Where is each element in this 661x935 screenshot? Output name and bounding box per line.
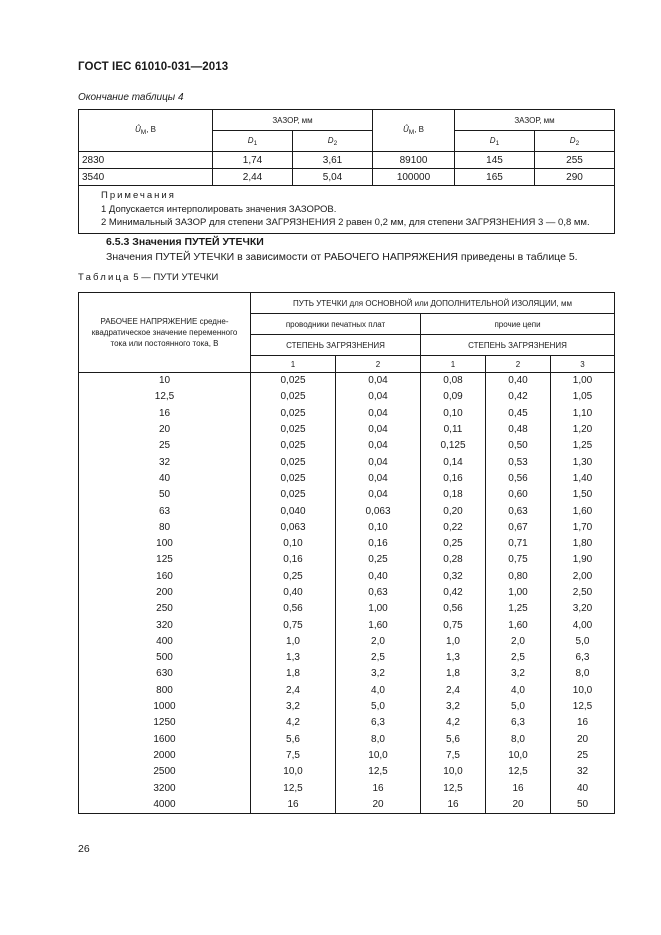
creepage-cell: 0,04 xyxy=(336,373,421,390)
table-row xyxy=(79,389,615,405)
creepage-cell: 0,25 xyxy=(251,569,336,585)
creepage-cell: 16 xyxy=(251,797,336,814)
creepage-cell: 1,60 xyxy=(551,503,615,519)
creepage-cell: 20 xyxy=(551,732,615,748)
creepage-cell: 0,20 xyxy=(421,503,486,519)
creepage-cell: 25 xyxy=(551,748,615,764)
creepage-cell: 0,18 xyxy=(421,487,486,503)
creepage-cell: 0,063 xyxy=(251,520,336,536)
creepage-cell: 4,0 xyxy=(336,683,421,699)
voltage-cell: 250 xyxy=(79,601,251,617)
table-row xyxy=(79,438,615,454)
creepage-cell: 0,50 xyxy=(486,438,551,454)
creepage-cell: 1,00 xyxy=(551,373,615,390)
creepage-cell: 1,50 xyxy=(551,487,615,503)
creepage-cell: 0,42 xyxy=(486,389,551,405)
table-row xyxy=(79,520,615,536)
creepage-cell: 0,04 xyxy=(336,438,421,454)
table-row xyxy=(79,471,615,487)
table-cell: 3540 xyxy=(79,169,213,186)
creepage-cell: 0,32 xyxy=(421,569,486,585)
voltage-cell: 125 xyxy=(79,552,251,568)
creepage-cell: 0,025 xyxy=(251,487,336,503)
creepage-cell: 4,0 xyxy=(486,683,551,699)
voltage-cell: 12,5 xyxy=(79,389,251,405)
voltage-cell: 1000 xyxy=(79,699,251,715)
degree-header: 3 xyxy=(551,356,615,373)
creepage-cell: 20 xyxy=(486,797,551,814)
creepage-cell: 1,60 xyxy=(336,617,421,633)
table-row xyxy=(79,732,615,748)
creepage-cell: 7,5 xyxy=(251,748,336,764)
creepage-cell: 0,04 xyxy=(336,471,421,487)
table5 xyxy=(78,292,615,814)
creepage-cell: 8,0 xyxy=(486,732,551,748)
creepage-cell: 0,60 xyxy=(486,487,551,503)
voltage-cell: 3200 xyxy=(79,780,251,796)
voltage-cell: 63 xyxy=(79,503,251,519)
creepage-cell: 20 xyxy=(336,797,421,814)
creepage-cell: 6,3 xyxy=(486,715,551,731)
creepage-cell: 0,67 xyxy=(486,520,551,536)
creepage-cell: 0,16 xyxy=(336,536,421,552)
table5-pcb-header: проводники печатных плат xyxy=(251,314,421,335)
creepage-cell: 0,04 xyxy=(336,487,421,503)
creepage-cell: 2,0 xyxy=(486,634,551,650)
creepage-cell: 12,5 xyxy=(251,780,336,796)
degree-header: 1 xyxy=(421,356,486,373)
creepage-cell: 4,2 xyxy=(421,715,486,731)
voltage-cell: 25 xyxy=(79,438,251,454)
creepage-cell: 6,3 xyxy=(336,715,421,731)
creepage-cell: 3,2 xyxy=(251,699,336,715)
creepage-cell: 0,063 xyxy=(336,503,421,519)
creepage-cell: 2,0 xyxy=(336,634,421,650)
creepage-cell: 4,00 xyxy=(551,617,615,633)
creepage-cell: 0,75 xyxy=(486,552,551,568)
table-row xyxy=(79,797,615,814)
creepage-cell: 16 xyxy=(336,780,421,796)
table5-voltage-header: РАБОЧЕЕ НАПРЯЖЕНИЕ средне-квадратическое значение переменного тока или постоянного тока, В xyxy=(79,293,251,373)
table4 xyxy=(78,109,615,234)
creepage-cell: 1,70 xyxy=(551,520,615,536)
creepage-cell: 0,48 xyxy=(486,422,551,438)
creepage-cell: 0,16 xyxy=(251,552,336,568)
voltage-cell: 1600 xyxy=(79,732,251,748)
creepage-cell: 16 xyxy=(421,797,486,814)
creepage-cell: 0,28 xyxy=(421,552,486,568)
creepage-cell: 0,025 xyxy=(251,406,336,422)
creepage-cell: 1,0 xyxy=(251,634,336,650)
voltage-cell: 400 xyxy=(79,634,251,650)
table4-caption: Окончание таблицы 4 xyxy=(78,92,184,103)
table4-d2-header-2: $D_2$ xyxy=(535,131,615,152)
creepage-cell: 12,5 xyxy=(551,699,615,715)
creepage-cell: 0,56 xyxy=(486,471,551,487)
note-1: 1 Допускается интерполировать значения ЗАЗОРОВ. xyxy=(101,203,337,215)
creepage-cell: 1,8 xyxy=(421,666,486,682)
table-cell: 3,61 xyxy=(293,152,373,169)
section-text: Значения ПУТЕЙ УТЕЧКИ в зависимости от РАБОЧЕГО НАПРЯЖЕНИЯ приведены в таблице 5. xyxy=(106,251,578,263)
table5-creepage-header: ПУТЬ УТЕЧКИ для ОСНОВНОЙ или ДОПОЛНИТЕЛЬНОЙ ИЗОЛЯЦИИ, мм xyxy=(251,293,615,314)
creepage-cell: 0,10 xyxy=(251,536,336,552)
creepage-cell: 0,025 xyxy=(251,454,336,470)
table-row xyxy=(79,406,615,422)
creepage-cell: 8,0 xyxy=(336,732,421,748)
table-row xyxy=(79,780,615,796)
creepage-cell: 50 xyxy=(551,797,615,814)
creepage-cell: 1,05 xyxy=(551,389,615,405)
voltage-cell: 10 xyxy=(79,373,251,390)
creepage-cell: 0,025 xyxy=(251,438,336,454)
creepage-cell: 0,25 xyxy=(421,536,486,552)
creepage-cell: 1,40 xyxy=(551,471,615,487)
creepage-cell: 0,42 xyxy=(421,585,486,601)
voltage-cell: 1250 xyxy=(79,715,251,731)
table-cell: 2,44 xyxy=(213,169,293,186)
creepage-cell: 0,25 xyxy=(336,552,421,568)
voltage-cell: 160 xyxy=(79,569,251,585)
voltage-cell: 320 xyxy=(79,617,251,633)
creepage-cell: 0,40 xyxy=(251,585,336,601)
creepage-cell: 0,71 xyxy=(486,536,551,552)
table4-d1-header-2: $D_1$ xyxy=(455,131,535,152)
table-cell: 165 xyxy=(455,169,535,186)
creepage-cell: 2,4 xyxy=(251,683,336,699)
creepage-cell: 1,10 xyxy=(551,406,615,422)
table-row xyxy=(79,503,615,519)
table-row xyxy=(79,552,615,568)
creepage-cell: 0,04 xyxy=(336,454,421,470)
table4-voltage-header-2: $Û_M$, В xyxy=(373,110,455,152)
creepage-cell: 4,2 xyxy=(251,715,336,731)
creepage-cell: 0,40 xyxy=(486,373,551,390)
table-cell: 89100 xyxy=(373,152,455,169)
creepage-cell: 2,00 xyxy=(551,569,615,585)
creepage-cell: 0,10 xyxy=(336,520,421,536)
creepage-cell: 10,0 xyxy=(421,764,486,780)
creepage-cell: 7,5 xyxy=(421,748,486,764)
creepage-cell: 10,0 xyxy=(486,748,551,764)
creepage-cell: 1,3 xyxy=(421,650,486,666)
creepage-cell: 10,0 xyxy=(551,683,615,699)
creepage-cell: 0,040 xyxy=(251,503,336,519)
creepage-cell: 0,04 xyxy=(336,406,421,422)
degree-header: 2 xyxy=(486,356,551,373)
creepage-cell: 1,25 xyxy=(486,601,551,617)
creepage-cell: 0,45 xyxy=(486,406,551,422)
table-row xyxy=(79,601,615,617)
creepage-cell: 1,20 xyxy=(551,422,615,438)
creepage-cell: 5,6 xyxy=(421,732,486,748)
creepage-cell: 2,5 xyxy=(336,650,421,666)
creepage-cell: 2,5 xyxy=(486,650,551,666)
creepage-cell: 1,60 xyxy=(486,617,551,633)
creepage-cell: 0,11 xyxy=(421,422,486,438)
section-heading: 6.5.3 Значения ПУТЕЙ УТЕЧКИ xyxy=(106,236,264,248)
table4-notes xyxy=(79,186,615,234)
table-row xyxy=(79,152,615,169)
creepage-cell: 0,63 xyxy=(336,585,421,601)
creepage-cell: 0,025 xyxy=(251,373,336,390)
voltage-cell: 20 xyxy=(79,422,251,438)
table-row xyxy=(79,683,615,699)
table4-gap-header: ЗАЗОР, мм xyxy=(213,110,373,131)
creepage-cell: 12,5 xyxy=(486,764,551,780)
table5-pollution-header: СТЕПЕНЬ ЗАГРЯЗНЕНИЯ xyxy=(251,335,421,356)
creepage-cell: 0,22 xyxy=(421,520,486,536)
creepage-cell: 3,2 xyxy=(421,699,486,715)
creepage-cell: 1,8 xyxy=(251,666,336,682)
table-cell: 255 xyxy=(535,152,615,169)
voltage-cell: 200 xyxy=(79,585,251,601)
creepage-cell: 3,2 xyxy=(336,666,421,682)
table-row xyxy=(79,487,615,503)
table5-pollution-header-2: СТЕПЕНЬ ЗАГРЯЗНЕНИЯ xyxy=(421,335,615,356)
voltage-cell: 800 xyxy=(79,683,251,699)
table-row xyxy=(79,650,615,666)
creepage-cell: 10,0 xyxy=(251,764,336,780)
creepage-cell: 0,125 xyxy=(421,438,486,454)
creepage-cell: 2,50 xyxy=(551,585,615,601)
creepage-cell: 1,00 xyxy=(486,585,551,601)
voltage-cell: 4000 xyxy=(79,797,251,814)
creepage-cell: 0,025 xyxy=(251,389,336,405)
creepage-cell: 12,5 xyxy=(421,780,486,796)
voltage-cell: 32 xyxy=(79,454,251,470)
table-cell: 2830 xyxy=(79,152,213,169)
creepage-cell: 5,0 xyxy=(336,699,421,715)
table4-d1-header: $D_1$ xyxy=(213,131,293,152)
creepage-cell: 16 xyxy=(486,780,551,796)
voltage-cell: 80 xyxy=(79,520,251,536)
creepage-cell: 0,63 xyxy=(486,503,551,519)
voltage-cell: 500 xyxy=(79,650,251,666)
note-2: 2 Минимальный ЗАЗОР для степени ЗАГРЯЗНЕНИЯ 2 равен 0,2 мм, для степени ЗАГРЯЗНЕНИЯ 3 — 0,8 мм. xyxy=(101,217,590,228)
table-row xyxy=(79,585,615,601)
creepage-cell: 0,09 xyxy=(421,389,486,405)
voltage-cell: 2500 xyxy=(79,764,251,780)
creepage-cell: 0,16 xyxy=(421,471,486,487)
table-row xyxy=(79,699,615,715)
table-row xyxy=(79,617,615,633)
table-row xyxy=(79,373,615,390)
table-cell: 100000 xyxy=(373,169,455,186)
table4-d2-header: $D_2$ xyxy=(293,131,373,152)
creepage-cell: 40 xyxy=(551,780,615,796)
creepage-cell: 1,80 xyxy=(551,536,615,552)
table4-voltage-header: $Û_M$, В xyxy=(79,110,213,152)
creepage-cell: 0,80 xyxy=(486,569,551,585)
degree-header: 2 xyxy=(336,356,421,373)
creepage-cell: 0,14 xyxy=(421,454,486,470)
voltage-cell: 2000 xyxy=(79,748,251,764)
voltage-cell: 40 xyxy=(79,471,251,487)
notes-title: Примечания xyxy=(101,190,176,201)
table-cell: 1,74 xyxy=(213,152,293,169)
document-header: ГОСТ IEC 61010-031—2013 xyxy=(78,61,229,73)
table-row xyxy=(79,666,615,682)
creepage-cell: 10,0 xyxy=(336,748,421,764)
creepage-cell: 0,75 xyxy=(421,617,486,633)
creepage-cell: 0,04 xyxy=(336,422,421,438)
table5-caption: Таблица 5 — ПУТИ УТЕЧКИ xyxy=(78,272,219,283)
table-cell: 290 xyxy=(535,169,615,186)
creepage-cell: 0,10 xyxy=(421,406,486,422)
creepage-cell: 8,0 xyxy=(551,666,615,682)
creepage-cell: 0,025 xyxy=(251,471,336,487)
page-number: 26 xyxy=(78,843,90,855)
table-row xyxy=(79,764,615,780)
creepage-cell: 1,90 xyxy=(551,552,615,568)
creepage-cell: 1,25 xyxy=(551,438,615,454)
creepage-cell: 0,56 xyxy=(421,601,486,617)
creepage-cell: 1,3 xyxy=(251,650,336,666)
creepage-cell: 1,30 xyxy=(551,454,615,470)
table-row xyxy=(79,748,615,764)
table-cell: 145 xyxy=(455,152,535,169)
table-row xyxy=(79,454,615,470)
creepage-cell: 0,75 xyxy=(251,617,336,633)
creepage-cell: 3,2 xyxy=(486,666,551,682)
voltage-cell: 100 xyxy=(79,536,251,552)
table-row xyxy=(79,536,615,552)
creepage-cell: 12,5 xyxy=(336,764,421,780)
creepage-cell: 0,40 xyxy=(336,569,421,585)
table-row xyxy=(79,422,615,438)
creepage-cell: 1,0 xyxy=(421,634,486,650)
voltage-cell: 50 xyxy=(79,487,251,503)
creepage-cell: 2,4 xyxy=(421,683,486,699)
creepage-cell: 32 xyxy=(551,764,615,780)
creepage-cell: 5,0 xyxy=(486,699,551,715)
creepage-cell: 0,08 xyxy=(421,373,486,390)
table-row xyxy=(79,715,615,731)
creepage-cell: 0,53 xyxy=(486,454,551,470)
table-row xyxy=(79,634,615,650)
creepage-cell: 1,00 xyxy=(336,601,421,617)
degree-header: 1 xyxy=(251,356,336,373)
creepage-cell: 3,20 xyxy=(551,601,615,617)
creepage-cell: 0,04 xyxy=(336,389,421,405)
creepage-cell: 5,6 xyxy=(251,732,336,748)
creepage-cell: 0,56 xyxy=(251,601,336,617)
creepage-cell: 16 xyxy=(551,715,615,731)
creepage-cell: 6,3 xyxy=(551,650,615,666)
voltage-cell: 630 xyxy=(79,666,251,682)
table4-gap-header-2: ЗАЗОР, мм xyxy=(455,110,615,131)
creepage-cell: 5,0 xyxy=(551,634,615,650)
creepage-cell: 0,025 xyxy=(251,422,336,438)
voltage-cell: 16 xyxy=(79,406,251,422)
table5-other-header: прочие цепи xyxy=(421,314,615,335)
table-cell: 5,04 xyxy=(293,169,373,186)
table-row xyxy=(79,569,615,585)
table-row xyxy=(79,169,615,186)
